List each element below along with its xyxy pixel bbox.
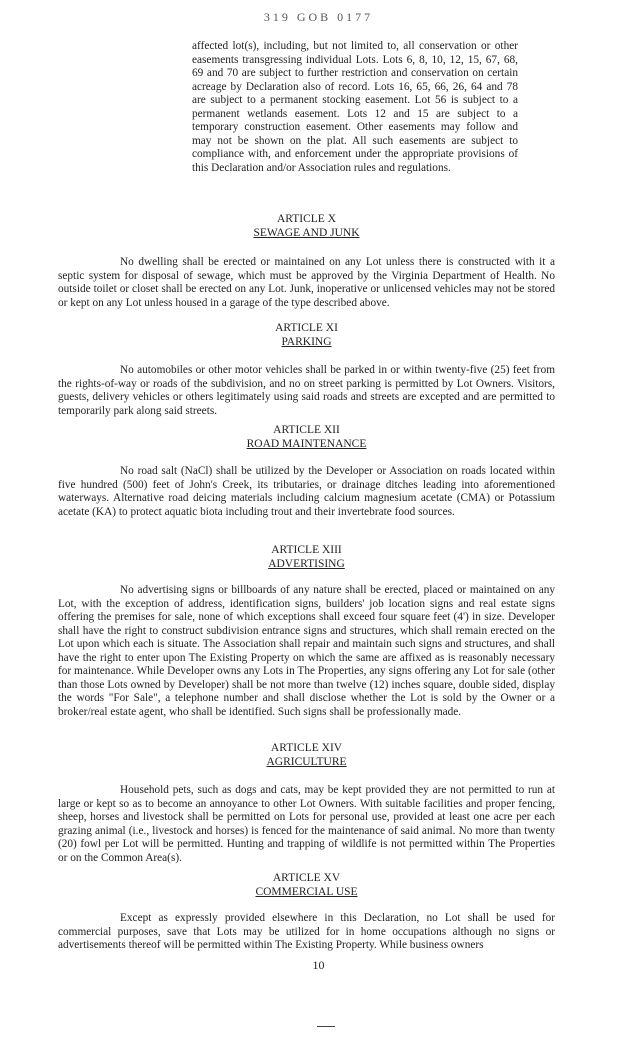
page-number: 10 bbox=[312, 958, 325, 972]
footer-mark bbox=[317, 1026, 335, 1027]
article-paragraph: No dwelling shall be erected or maintained on any Lot unless there is constructed with it a septic system for disposal of sewage, which must be approved by the Virginia Department of Health. No outside toilet or closet shall be erected on any Lot. Junk, inoperative or unlicensed vehicles may not be stored or kept on any Lot unless housed in a garage of the type described above. bbox=[58, 256, 555, 309]
article-title: ARTICLE XI bbox=[275, 322, 338, 334]
article-paragraph: Except as expressly provided elsewhere in this Declaration, no Lot shall be used for commercial purposes, save that Lots may be utilized for in home occupations although no signs or advertisements thereof will be permitted within The Existing Property. While business owners bbox=[58, 912, 555, 951]
article-title: ARTICLE XII bbox=[273, 424, 340, 436]
article-heading bbox=[58, 742, 555, 769]
article-title: ARTICLE XIII bbox=[271, 544, 342, 556]
article-paragraph: No automobiles or other motor vehicles shall be parked in or within twenty-five (25) feet from the rights-of-way or roads of the subdivision, and no on street parking is permitted by Lot Owners. Visitors, guests, delivery vehicles or others legitimately using said roads and streets are excepted and are permitted to temporarily park along said streets. bbox=[58, 364, 555, 417]
continuation-paragraph: affected lot(s), including, but not limited to, all conservation or other easements transgressing individual Lots. Lots 6, 8, 10, 12, 15, 67, 68, 69 and 70 are subject to further restriction and conservation on certain acreage by Declaration also of record. Lots 16, 65, 66, 26, 64 and 78 are subject to a permanent stocking easement. Lot 56 is subject to a permanent wetlands easement. Lots 12 and 15 are subject to a temporary construction easement. Other easements may follow and may not be shown on the plat. All such easements are subject to compliance with, and enforcement under the appropriate provisions of this Declaration and/or Association rules and regulations. bbox=[192, 40, 518, 174]
article-subtitle: ADVERTISING bbox=[268, 557, 345, 570]
article-heading bbox=[58, 213, 555, 240]
article-title: ARTICLE XIV bbox=[270, 742, 343, 754]
article-heading bbox=[58, 322, 555, 349]
article-heading bbox=[58, 424, 555, 451]
article-heading bbox=[58, 544, 555, 571]
article-paragraph: No advertising signs or billboards of any nature shall be erected, placed or maintained on any Lot, with the exception of address, identification signs, builders' job location signs and real estate signs offering the premises for sale, none of which exceptions shall exceed four square feet (4') in size. Developer shall have the right to construct subdivision entrance signs and structures, which shall remain erected on the Lot upon which each is situate. The Association shall repair and maintain such signs and structures, and shall have the right to enter upon The Existing Property on which the same are affixed as is reasonably necessary for maintenance. While Developer owns any Lots in The Properties, any signs offering any Lot for sale (other than those Lots owned by Developer) shall be not more than twelve (12) inches square, double sided, display the words "For Sale", a telephone number and shall disclose whether the Lot is sold by the Owner or a broker/real estate agent, who shall be identified. Such signs shall be professionally made. bbox=[58, 584, 555, 718]
article-subtitle: AGRICULTURE bbox=[266, 755, 347, 768]
deed-book-header: 319 GOB 0177 bbox=[263, 10, 374, 24]
article-title: ARTICLE X bbox=[276, 213, 337, 225]
article-title: ARTICLE XV bbox=[272, 872, 341, 884]
article-subtitle: COMMERCIAL USE bbox=[255, 885, 358, 898]
article-paragraph: No road salt (NaCl) shall be utilized by the Developer or Association on roads located within five hundred (500) feet of John's Creek, its tributaries, or drainage ditches leading into aforementioned waterways. Alternative road deicing materials including calcium magnesium acetate (CMA) or Potassium acetate (KA) to protect aquatic biota including trout and their invertebrate food sources. bbox=[58, 465, 555, 518]
article-paragraph: Household pets, such as dogs and cats, may be kept provided they are not permitted to run at large or kept so as to become an annoyance to other Lot Owners. With suitable facilities and proper fencing, sheep, horses and livestock shall be permitted on Lots for personal use, provided at least one acre per each grazing animal (i.e., livestock and horses) is fenced for the maintenance of said animal. No more than twenty (20) fowl per Lot will be permitted. Hunting and trapping of wildlife is not permitted within The Properties or on the Common Area(s). bbox=[58, 784, 555, 864]
article-subtitle: PARKING bbox=[281, 335, 332, 348]
article-subtitle: SEWAGE AND JUNK bbox=[253, 226, 360, 239]
article-heading bbox=[58, 872, 555, 899]
article-subtitle: ROAD MAINTENANCE bbox=[246, 437, 367, 450]
